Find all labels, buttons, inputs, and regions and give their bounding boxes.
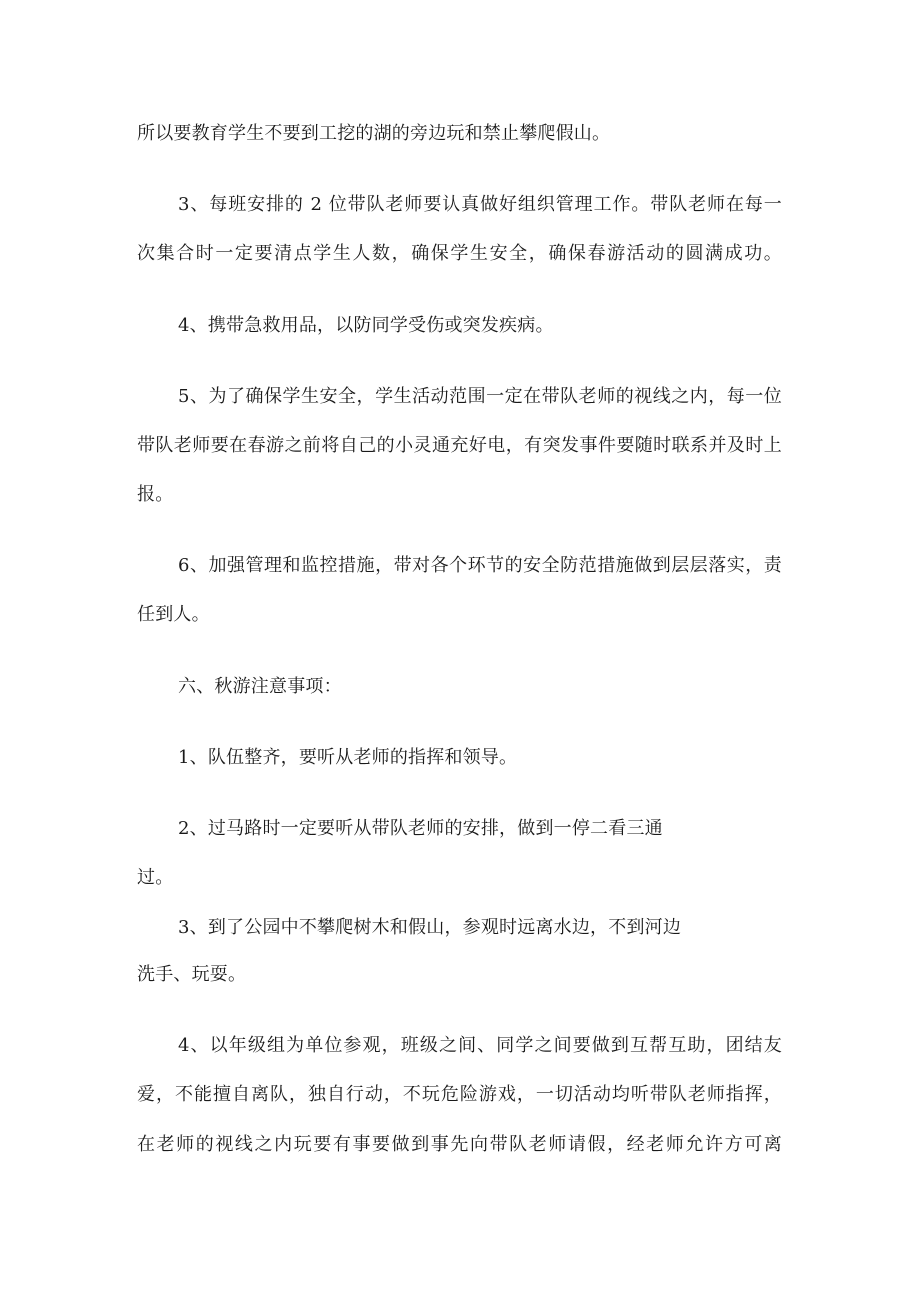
text-line: 洗手、玩耍。 [137, 964, 247, 985]
text-line: 过。 [137, 867, 174, 888]
text-line: 所以要教育学生不要到工挖的湖的旁边玩和禁止攀爬假山。 [137, 123, 611, 144]
text-line: 带队老师要在春游之前将自己的小灵通充好电，有突发事件要随时联系并及时上 [137, 435, 782, 456]
text-line: 3、到了公园中不攀爬树木和假山，参观时远离水边，不到河边 [178, 917, 682, 938]
text-line: 4、以年级组为单位参观，班级之间、同学之间要做到互帮互助，团结友 [178, 1035, 782, 1056]
text-line: 在老师的视线之内玩要有事要做到事先向带队老师请假，经老师允许方可离 [137, 1134, 782, 1155]
section-heading: 六、秋游注意事项： [178, 676, 342, 697]
text-line: 报。 [137, 484, 174, 505]
text-line: 6、加强管理和监控措施，带对各个环节的安全防范措施做到层层落实，责 [178, 555, 782, 576]
text-line: 3、每班安排的 2 位带队老师要认真做好组织管理工作。带队老师在每一 [178, 194, 782, 215]
text-line: 4、携带急救用品，以防同学受伤或突发疾病。 [178, 315, 554, 336]
text-line: 2、过马路时一定要听从带队老师的安排，做到一停二看三通 [178, 818, 663, 839]
text-line: 1、队伍整齐，要听从老师的指挥和领导。 [178, 747, 518, 768]
text-line: 5、为了确保学生安全，学生活动范围一定在带队老师的视线之内，每一位 [178, 386, 782, 407]
text-line: 次集合时一定要清点学生人数，确保学生安全，确保春游活动的圆满成功。 [137, 243, 782, 264]
text-line: 任到人。 [137, 604, 210, 625]
text-line: 爱，不能擅自离队，独自行动，不玩危险游戏，一切活动均听带队老师指挥， [137, 1084, 782, 1105]
